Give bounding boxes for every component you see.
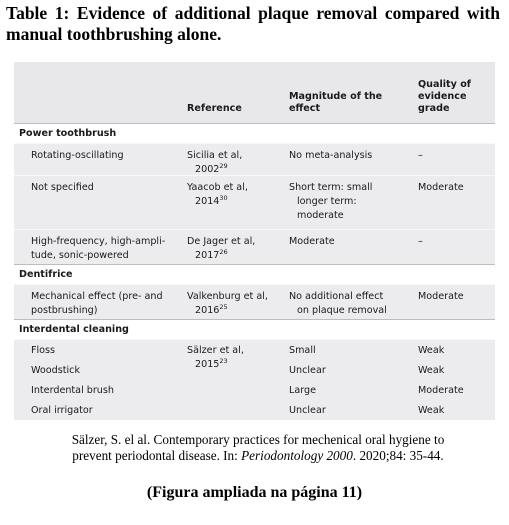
header-quality: Quality of evidence grade: [418, 79, 471, 114]
row-magnitude: Short term: small longer term: moderate: [289, 182, 373, 221]
row-quality: –: [418, 150, 423, 161]
table-header-row: [14, 62, 495, 123]
row-reference: Sicilia et al, 2002$^{29}$: [187, 150, 243, 175]
figure-footer-note: (Figura ampliada na página 11): [146, 484, 363, 501]
row-item: Woodstick: [31, 365, 81, 376]
row-item: Oral irrigator: [31, 405, 93, 416]
row-reference: Sälzer et al, 2015$^{23}$: [187, 345, 244, 370]
row-magnitude: Small: [289, 345, 316, 356]
table-row: [14, 175, 495, 229]
row-magnitude: Moderate: [289, 236, 335, 247]
row-reference: Valkenburg et al, 2016$^{25}$: [187, 291, 268, 316]
row-quality: Moderate: [418, 182, 464, 193]
header-reference: Reference: [187, 103, 242, 114]
row-quality: Weak: [418, 405, 445, 416]
row-quality: Weak: [418, 365, 445, 376]
evidence-table: [14, 62, 495, 420]
row-reference: De Jager et al, 2017$^{26}$: [187, 236, 256, 261]
section-interdental-cleaning: Interdental cleaning: [14, 319, 495, 339]
row-quality: Moderate: [418, 385, 464, 396]
table-title: Table 1: Evidence of additional plaque removal compared with manual toothbrushing alone.: [6, 3, 500, 44]
section-dentifrice: Dentifrice: [14, 264, 495, 284]
row-quality: Moderate: [418, 291, 464, 302]
row-item: Floss: [31, 345, 56, 356]
row-qualities: [418, 341, 488, 421]
row-item: High-frequency, high-ampli- tude, sonic-powered: [31, 236, 166, 261]
row-reference: Yaacob et al, 2014$^{30}$: [187, 182, 248, 207]
row-item: Mechanical effect (pre- and postbrushing): [31, 291, 163, 316]
row-magnitude: No additional effect on plaque removal: [289, 291, 387, 316]
section-power-toothbrush: Power toothbrush: [14, 123, 495, 143]
row-items: [31, 341, 179, 421]
header-magnitude: Magnitude of the effect: [289, 91, 383, 114]
row-item: Interdental brush: [31, 385, 114, 396]
table-row: [14, 143, 495, 175]
row-magnitude: No meta-analysis: [289, 150, 373, 161]
row-item: Rotating-oscillating: [31, 150, 124, 161]
row-item: Not specified: [31, 182, 94, 193]
row-magnitude: Unclear: [289, 405, 326, 416]
row-quality: –: [418, 236, 423, 247]
table-row: [14, 284, 495, 319]
row-quality: Weak: [418, 345, 445, 356]
table-row: [14, 229, 495, 264]
figure-caption: Sälzer, S. el al. Contemporary practices for mechenical oral hygiene to prevent periodontal disease. In: Periodontology 2000. 2020;84: 35-44.: [71, 432, 445, 463]
table-row-group: [14, 339, 495, 420]
row-magnitude: Unclear: [289, 365, 326, 376]
row-magnitudes: [289, 341, 407, 421]
row-magnitude: Large: [289, 385, 316, 396]
